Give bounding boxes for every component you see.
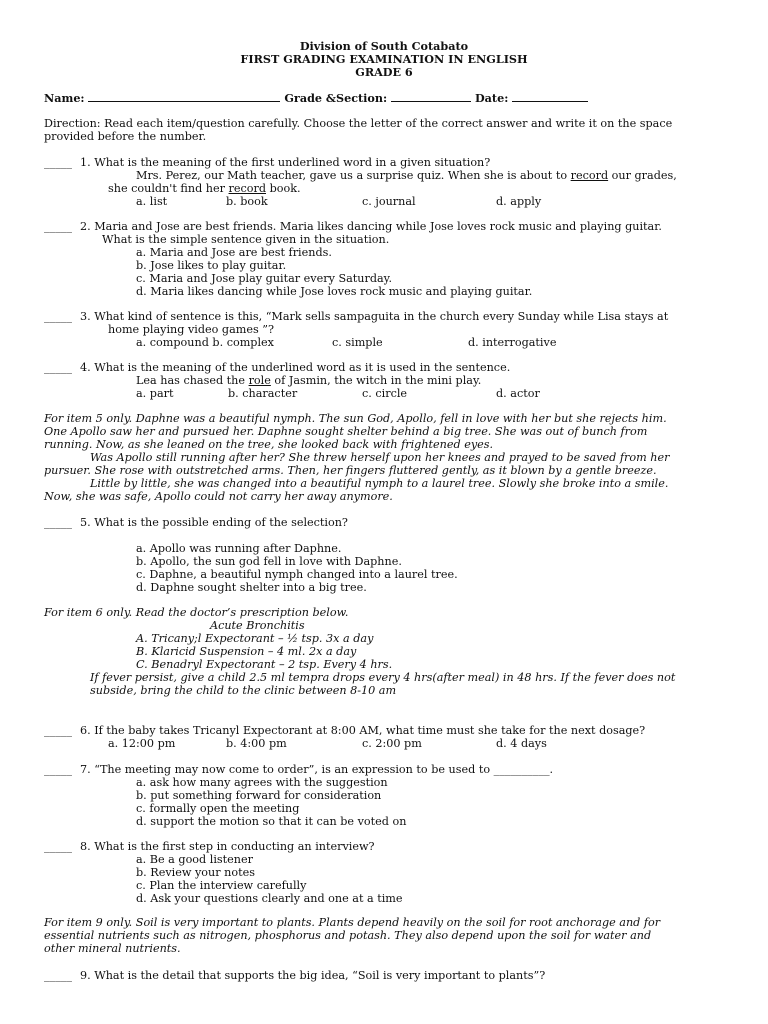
q4-sentence: Lea has chased the role of Jasmin, the witch in the mini play.	[136, 374, 482, 387]
passage-5-line-4: Was Apollo still running after her? She threw herself upon her knees and prayed to be saved from her	[90, 451, 670, 464]
q2-subquestion: What is the simple sentence given in the situation.	[102, 233, 390, 246]
answer-blank-3[interactable]: _____	[44, 310, 72, 323]
name-label: Name:	[44, 91, 85, 105]
question-4: 4. What is the meaning of the underlined word as it is used in the sentence.	[80, 361, 511, 374]
passage-5-line-2: One Apollo saw her and pursued her. Daphne sought shelter behind a big tree. She was out of bunch from	[44, 425, 648, 438]
underlined-word: role	[248, 374, 271, 387]
q4-choice-b: b. character	[228, 387, 298, 400]
q1-situation-line-2: she couldn't find her record book.	[108, 182, 301, 195]
q5-choice-c: c. Daphne, a beautiful nymph changed into a laurel tree.	[136, 568, 458, 581]
q4-choice-d: d. actor	[496, 387, 540, 400]
q6-choice-a: a. 12:00 pm	[108, 737, 176, 750]
q6-choice-d: d. 4 days	[496, 737, 547, 750]
answer-blank-6[interactable]: _____	[44, 724, 72, 737]
q6-choice-b: b. 4:00 pm	[226, 737, 287, 750]
q8-choice-d: d. Ask your questions clearly and one at a time	[136, 892, 403, 905]
q3-choice-d: d. interrogative	[468, 336, 557, 349]
answer-blank-7[interactable]: _____	[44, 763, 72, 776]
passage-5-line-5: pursuer. She rose with outstretched arms. Then, her fingers fluttered gently, as it blown by a gentle breeze.	[44, 464, 657, 477]
q2-choice-b: b. Jose likes to play guitar.	[136, 259, 287, 272]
passage-5-line-1: For item 5 only. Daphne was a beautiful nymph. The sun God, Apollo, fell in love with her but she rejects him.	[44, 412, 667, 425]
prescription-title: Acute Bronchitis	[210, 619, 305, 632]
passage-5-line-6: Little by little, she was changed into a beautiful nymph to a laurel tree. Slowly she broke into a smile.	[90, 477, 669, 490]
division-heading: Division of South Cotabato	[299, 39, 469, 53]
passage-6-intro: For item 6 only. Read the doctor’s prescription below.	[44, 606, 349, 619]
direction-line-2: provided before the number.	[44, 130, 207, 143]
q7-choice-c: c. formally open the meeting	[136, 802, 300, 815]
q5-choice-b: b. Apollo, the sun god fell in love with Daphne.	[136, 555, 402, 568]
q5-choice-d: d. Daphne sought shelter into a big tree.	[136, 581, 367, 594]
question-3: 3. What kind of sentence is this, “Mark sells sampaguita in the church every Sunday while Lisa stays at	[80, 310, 669, 323]
direction-line-1: Direction: Read each item/question carefully. Choose the letter of the correct answer and write it on the space	[44, 117, 673, 130]
answer-blank-9[interactable]: _____	[44, 969, 72, 982]
date-label: Date:	[474, 91, 509, 105]
answer-blank-5[interactable]: _____	[44, 516, 72, 529]
question-9: 9. What is the detail that supports the big idea, “Soil is very important to plants”?	[80, 969, 546, 982]
grade-section-field[interactable]	[391, 91, 471, 102]
q6-choice-c: c. 2:00 pm	[362, 737, 422, 750]
question-3-continued: home playing video games ”?	[108, 323, 275, 336]
q8-choice-c: c. Plan the interview carefully	[136, 879, 307, 892]
prescription-item-c: C. Benadryl Expectorant – 2 tsp. Every 4 hrs.	[136, 658, 393, 671]
answer-blank-4[interactable]: _____	[44, 361, 72, 374]
q1-choice-c: c. journal	[362, 195, 416, 208]
question-6: 6. If the baby takes Tricanyl Expectorant at 8:00 AM, what time must she take for the next dosage?	[80, 724, 646, 737]
question-8: 8. What is the first step in conducting an interview?	[80, 840, 375, 853]
question-7: 7. “The meeting may now come to order”, is an expression to be used to __________.	[80, 763, 554, 776]
exam-title: FIRST GRADING EXAMINATION IN ENGLISH	[240, 52, 528, 66]
student-info-line	[44, 91, 588, 105]
name-field[interactable]	[88, 91, 280, 102]
q8-choice-a: a. Be a good listener	[136, 853, 253, 866]
underlined-word: record	[570, 169, 609, 182]
passage-5-line-7: Now, she was safe, Apollo could not carry her away anymore.	[44, 490, 393, 503]
q2-choice-a: a. Maria and Jose are best friends.	[136, 246, 332, 259]
prescription-note-1: If fever persist, give a child 2.5 ml tempra drops every 4 hrs(after meal) in 48 hrs. If the fever does not	[90, 671, 676, 684]
q3-choice-ab: a. compound b. complex	[136, 336, 274, 349]
answer-blank-8[interactable]: _____	[44, 840, 72, 853]
prescription-item-a: A. Tricany;l Expectorant – ½ tsp. 3x a day	[136, 632, 374, 645]
q2-choice-d: d. Maria likes dancing while Jose loves rock music and playing guitar.	[136, 285, 533, 298]
passage-9-line-3: other mineral nutrients.	[44, 942, 181, 955]
grade-heading: GRADE 6	[355, 65, 413, 79]
prescription-item-b: B. Klaricid Suspension – 4 ml. 2x a day	[136, 645, 357, 658]
underlined-word: record	[228, 182, 267, 195]
answer-blank-1[interactable]: _____	[44, 156, 72, 169]
q4-choice-a: a. part	[136, 387, 174, 400]
q7-choice-d: d. support the motion so that it can be voted on	[136, 815, 407, 828]
q3-choice-c: c. simple	[332, 336, 383, 349]
q1-choice-a: a. list	[136, 195, 168, 208]
prescription-note-2: subside, bring the child to the clinic between 8-10 am	[90, 684, 397, 697]
q2-choice-c: c. Maria and Jose play guitar every Saturday.	[136, 272, 393, 285]
passage-9-line-2: essential nutrients such as nitrogen, phosphorus and potash. They also depend upon the soil for water and	[44, 929, 652, 942]
q1-choice-b: b. book	[226, 195, 268, 208]
q7-choice-a: a. ask how many agrees with the suggestion	[136, 776, 388, 789]
q4-choice-c: c. circle	[362, 387, 408, 400]
q5-choice-a: a. Apollo was running after Daphne.	[136, 542, 342, 555]
question-2: 2. Maria and Jose are best friends. Maria likes dancing while Jose loves rock music and playing guitar.	[80, 220, 662, 233]
q1-situation-line-1: Mrs. Perez, our Math teacher, gave us a surprise quiz. When she is about to record our grades,	[136, 169, 677, 182]
q7-choice-b: b. put something forward for consideration	[136, 789, 382, 802]
date-field[interactable]	[512, 91, 588, 102]
question-1: 1. What is the meaning of the first underlined word in a given situation?	[80, 156, 491, 169]
question-5: 5. What is the possible ending of the selection?	[80, 516, 348, 529]
passage-9-line-1: For item 9 only. Soil is very important to plants. Plants depend heavily on the soil for root anchorage and for	[44, 916, 661, 929]
passage-5-line-3: running. Now, as she leaned on the tree, she looked back with frightened eyes.	[44, 438, 494, 451]
grade-section-label: Grade &Section:	[284, 91, 388, 105]
q1-choice-d: d. apply	[496, 195, 542, 208]
answer-blank-2[interactable]: _____	[44, 220, 72, 233]
q8-choice-b: b. Review your notes	[136, 866, 255, 879]
